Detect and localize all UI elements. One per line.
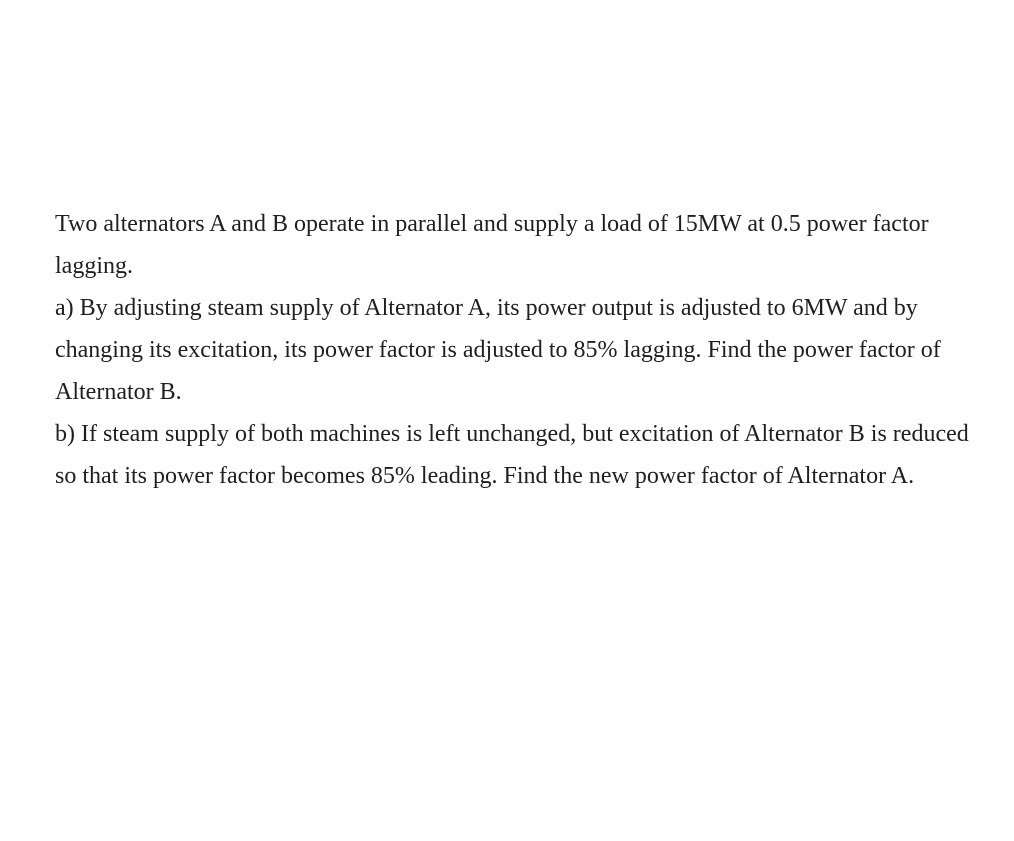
problem-part-a: a) By adjusting steam supply of Alternator A, its power output is adjusted to 6MW and by changing its excitation, its power factor is adjusted to 85% lagging. Find the power factor of Alternator B. xyxy=(55,295,941,405)
problem-part-b: b) If steam supply of both machines is left unchanged, but excitation of Alternator B is reduced so that its power factor becomes 85% leading. Find the new power factor of Alternator A. xyxy=(55,421,969,489)
problem-intro: Two alternators A and B operate in parallel and supply a load of 15MW at 0.5 power factor lagging. xyxy=(55,211,929,279)
problem-statement xyxy=(55,203,985,497)
